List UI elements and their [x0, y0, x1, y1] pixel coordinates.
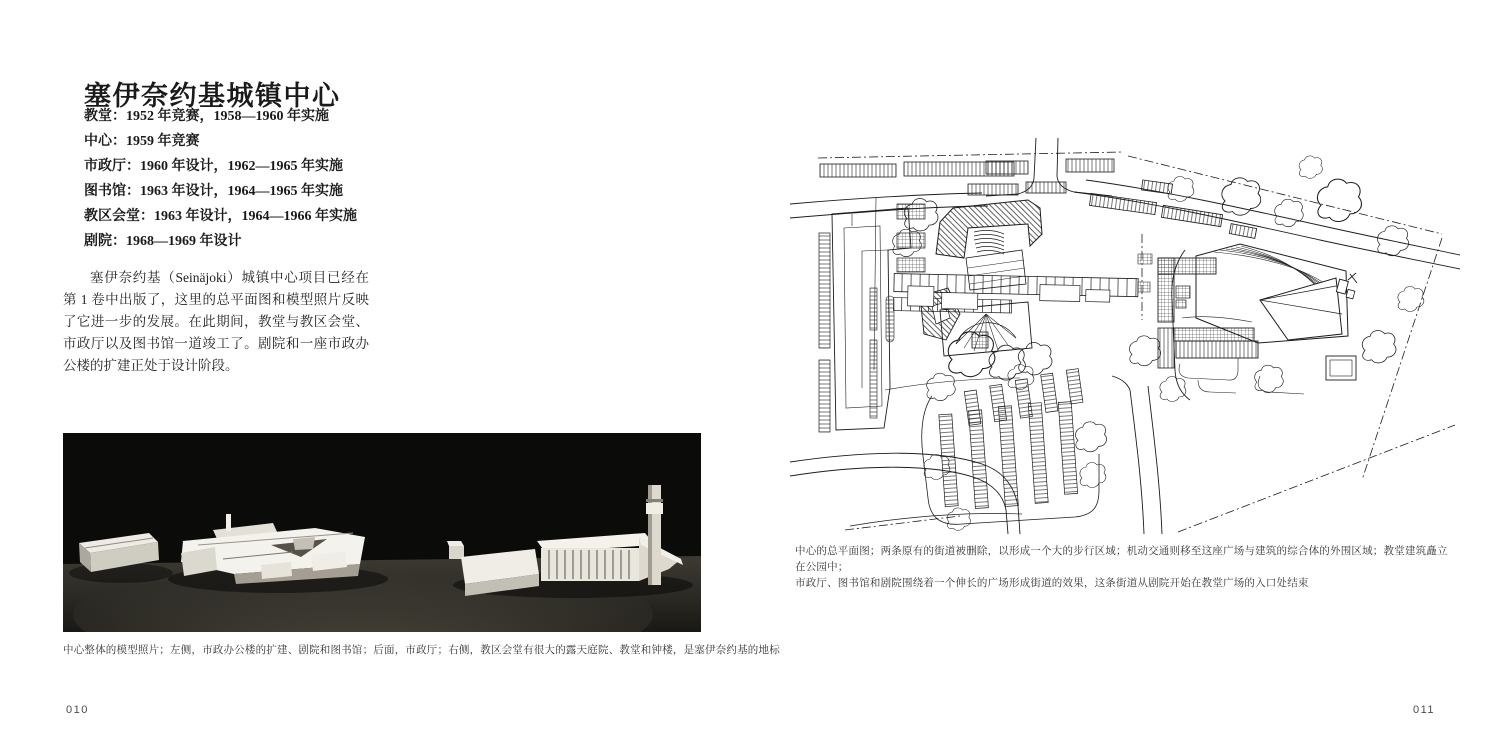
date-line-theatre: 剧院：1968—1969 年设计 — [84, 234, 242, 249]
date-line-church: 教堂：1952 年竞赛，1958—1960 年实施 — [84, 109, 329, 124]
plan-caption — [795, 543, 1455, 591]
plan-church-paths — [1179, 358, 1304, 394]
page-number-left: 010 — [66, 704, 89, 716]
model-small-block — [447, 541, 464, 559]
date-line-library: 图书馆：1963 年设计，1964—1965 年实施 — [84, 184, 343, 199]
plan-office-building — [819, 204, 925, 432]
date-line-parish-centre: 教区会堂：1963 年设计，1964—1966 年实施 — [84, 209, 357, 224]
project-dates-list — [84, 104, 357, 254]
page-title: 塞伊奈约基城镇中心 — [84, 81, 341, 112]
date-line-town-hall: 市政厅：1960 年设计，1962—1965 年实施 — [84, 159, 343, 174]
plan-parish-wing — [1326, 356, 1356, 380]
intro-paragraph: 塞伊奈约基（Seinäjoki）城镇中心项目已经在第 1 卷中出版了，这里的总平面图和模型照片反映了它进一步的发展。在此期间，教堂与教区会堂、市政厅以及图书馆一道竣工了。剧院和一座市政办公楼的扩建正处于设计阶段。 — [63, 269, 369, 373]
model-photo-drawing — [63, 433, 701, 632]
plan-parish-centre — [1138, 254, 1258, 368]
plan-caption-line-1: 中心的总平面图；两条原有的街道被删除，以形成一个大的步行区域；机动交通则移至这座广场与建筑的综合体的外围区域；教堂建筑矗立在公园中； — [795, 545, 1448, 573]
site-plan — [790, 138, 1460, 536]
plan-parking-south — [922, 369, 1099, 525]
model-photo — [63, 433, 701, 632]
plan-caption-line-2: 市政厅、图书馆和剧院围绕着一个伸长的广场形成街道的效果，这条街道从剧院开始在教堂广场的入口处结束 — [795, 577, 1309, 589]
page-number-right: 011 — [1413, 704, 1436, 716]
site-plan-drawing — [790, 138, 1460, 536]
model-bell-tower — [646, 485, 663, 585]
photo-caption: 中心整体的模型照片；左侧，市政办公楼的扩建、剧院和图书馆；后面，市政厅；右侧，教区会堂有很大的露天庭院、教堂和钟楼，是塞伊奈约基的地标 — [63, 644, 780, 656]
date-line-centre: 中心：1959 年竞赛 — [84, 134, 200, 149]
plan-plaza-pergola — [893, 274, 1138, 316]
